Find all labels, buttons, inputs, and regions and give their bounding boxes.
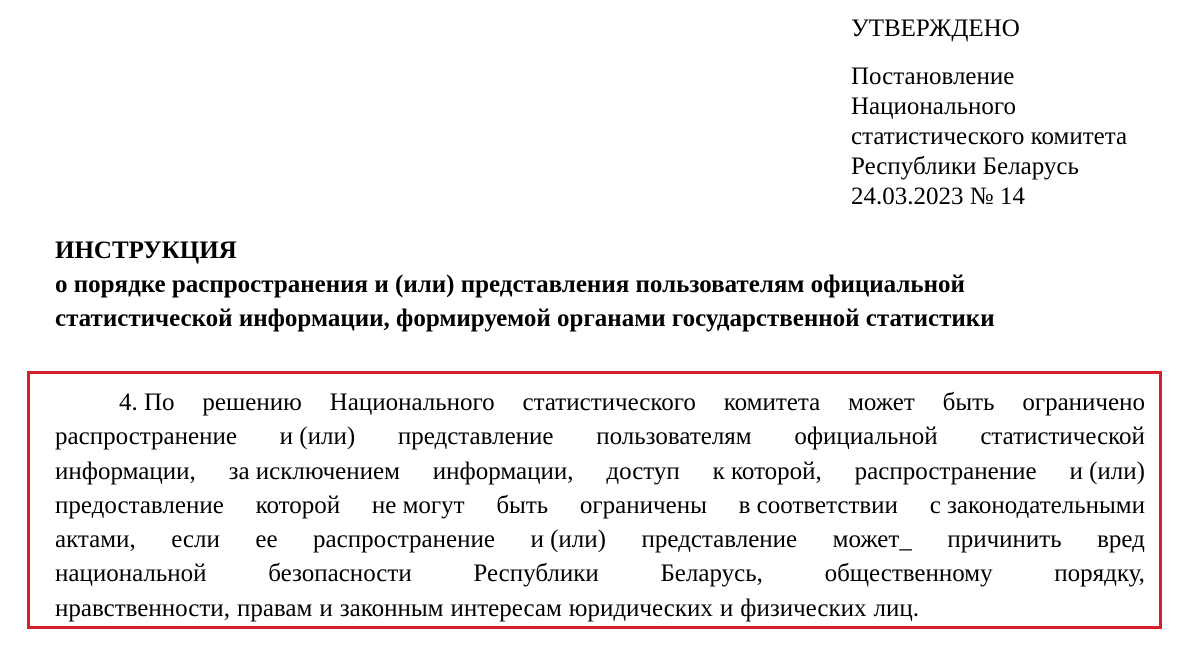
paragraph-word: причинить	[947, 526, 1062, 554]
paragraph-line	[55, 557, 1145, 591]
paragraph-word: и	[319, 594, 333, 622]
document-subtitle-line: о порядке распространения и (или) представления пользователям официальной	[55, 271, 965, 298]
document-title	[55, 234, 995, 336]
paragraph-line	[55, 420, 1145, 454]
paragraph-word: комитета	[723, 389, 821, 416]
paragraph-line	[55, 523, 1145, 557]
paragraph-word: вред	[1097, 526, 1145, 554]
paragraph-line	[55, 489, 1145, 523]
paragraph-word: предоставление	[55, 491, 224, 519]
approved-label: УТВЕРЖДЕНО	[851, 15, 1020, 42]
paragraph-word: официальной	[794, 423, 938, 451]
paragraph-word: Беларусь,	[660, 560, 763, 588]
paragraph-word: 4. По	[119, 389, 175, 416]
paragraph-word: национальной	[55, 560, 207, 588]
paragraph-word: законным	[339, 594, 444, 622]
paragraph-word: если	[171, 526, 220, 554]
paragraph-word: решению	[202, 389, 302, 416]
document-heading: ИНСТРУКЦИЯ	[55, 237, 237, 264]
approval-line: статистического комитета	[851, 123, 1128, 150]
paragraph-word: информации,	[432, 457, 574, 485]
paragraph-word: лиц.	[873, 594, 919, 622]
paragraph-word: общественному	[824, 560, 993, 588]
paragraph-word: может_	[832, 526, 912, 554]
approval-date-number: 24.03.2023 № 14	[851, 183, 1025, 210]
paragraph-word: интересам	[450, 594, 562, 622]
paragraph-word: за исключением	[228, 457, 400, 485]
paragraph-word: и (или)	[1069, 457, 1145, 485]
paragraph-word: доступ	[606, 457, 680, 485]
paragraph-word: распространение	[854, 457, 1037, 485]
paragraph-word: пользователям	[596, 423, 752, 451]
paragraph-word: распространение	[313, 526, 495, 554]
document-subtitle-line: статистической информации, формируемой органами государственной статистики	[55, 305, 995, 332]
paragraph-word: Национального	[329, 389, 495, 416]
paragraph-word: правам	[236, 594, 313, 622]
paragraph-word: порядку,	[1054, 560, 1145, 588]
paragraph-word: информации,	[55, 457, 196, 485]
approval-line: Национального	[851, 93, 1016, 120]
paragraph-word: в соответствии	[738, 491, 898, 519]
paragraph-word: с законодательными	[929, 491, 1145, 519]
paragraph-word: актами,	[55, 526, 136, 554]
approval-line: Постановление	[851, 63, 1015, 90]
paragraph-word: физических	[740, 594, 867, 622]
paragraph-word: не могут	[371, 491, 465, 519]
paragraph-word: ограничены	[579, 491, 707, 519]
paragraph-word: ее	[255, 526, 278, 554]
paragraph-line	[55, 455, 1145, 489]
paragraph-word: статистической	[980, 423, 1145, 451]
paragraph-word: представление	[641, 526, 798, 554]
paragraph-word: быть	[942, 389, 995, 416]
paragraph-word: Республики	[473, 560, 599, 588]
paragraph-word: ограничено	[1022, 389, 1145, 416]
paragraph-word: и	[719, 594, 734, 622]
paragraph-word: представление	[397, 423, 554, 451]
paragraph-word: может	[848, 389, 915, 416]
paragraph-line	[55, 592, 1145, 626]
paragraph-word: и (или)	[279, 423, 356, 451]
paragraph-line	[55, 386, 1145, 420]
paragraph-word: распространение	[55, 423, 237, 451]
paragraph-word: к которой,	[712, 457, 822, 485]
paragraph-word: юридических	[568, 594, 713, 622]
paragraph-word: нравственности,	[55, 594, 230, 622]
paragraph-word: и (или)	[530, 526, 606, 554]
approval-line: Республики Беларусь	[851, 153, 1079, 180]
clause-4-paragraph	[55, 386, 1145, 626]
paragraph-word: быть	[496, 491, 549, 519]
approval-stamp-block	[851, 14, 1127, 212]
paragraph-word: которой	[255, 491, 341, 519]
paragraph-word: статистического	[522, 389, 696, 416]
paragraph-word: безопасности	[268, 560, 412, 588]
